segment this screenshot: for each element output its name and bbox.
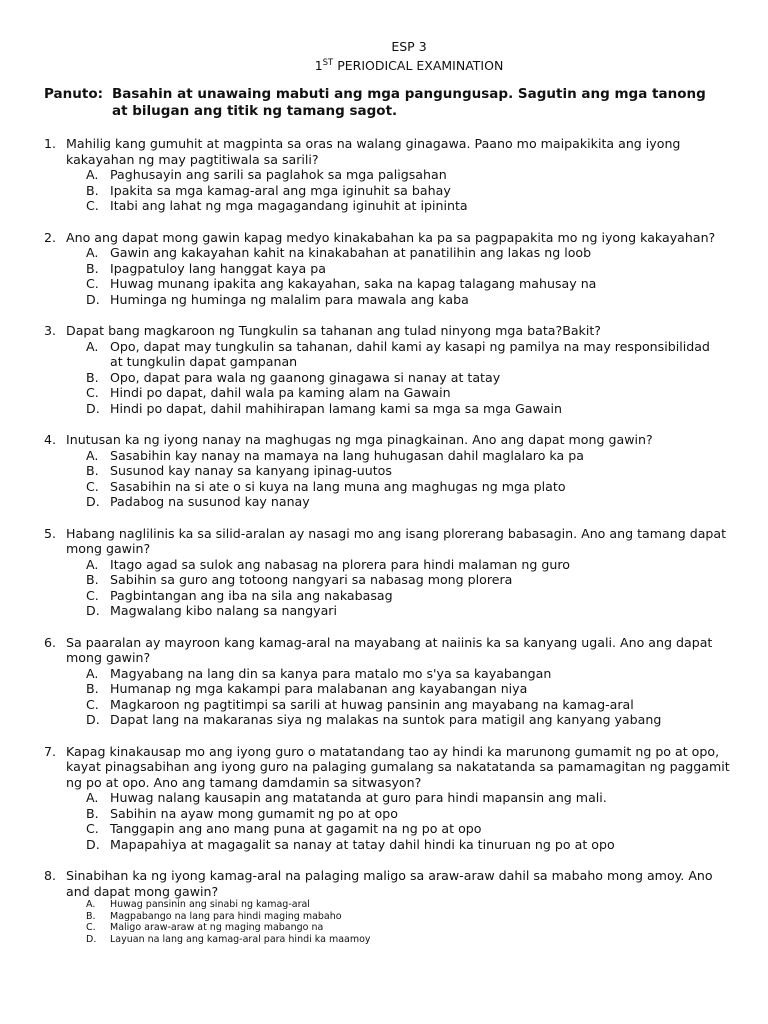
question-item — [44, 323, 744, 416]
question-number: 2. — [44, 229, 57, 245]
answer-option — [86, 276, 744, 292]
option-letter: B. — [86, 463, 99, 478]
exam-number: 1 — [314, 58, 323, 73]
option-letter: C. — [86, 385, 99, 400]
option-letter: D. — [86, 712, 100, 727]
instructions-text: Basahin at unawaing mabuti ang mga pangungusap. Sagutin ang mga tanong at bilugan ang titik ng tamang sagot. — [112, 86, 706, 119]
option-text: Sabihin sa guro ang totoong nangyari sa nabasag mong plorera — [110, 572, 513, 587]
option-letter: C. — [86, 276, 99, 291]
option-letter: C. — [86, 922, 96, 933]
question-number: 4. — [44, 432, 57, 447]
option-list — [86, 790, 744, 852]
question-item — [44, 635, 744, 728]
question-text: Sinabihan ka ng iyong kamag-aral na palaging maligo sa araw-araw dahil sa mabaho mong amoy. Ano and dapat mong gawin? — [66, 868, 713, 899]
question-text: Kapag kinakausap mo ang iyong guro o matatandang tao ay hindi ka marunong gumamit ng po at opo, kayat pinagsabihan ang iyong guro na palaging gumalang sa nakatatanda sa pamamagitan ng paggamit ng po at opo. Ano ang tamang damdamin sa sitwasyon? — [66, 743, 730, 790]
answer-option — [86, 806, 744, 822]
answer-option — [86, 370, 744, 386]
answer-option — [86, 448, 744, 464]
answer-option — [86, 494, 744, 510]
option-letter: D. — [86, 836, 100, 852]
instructions-label: Panuto: — [44, 86, 103, 102]
answer-option — [86, 712, 744, 728]
exam-number-suffix: ST — [322, 58, 334, 68]
option-text: Layuan na lang ang kamag-aral para hindi ka maamoy — [110, 933, 371, 945]
option-text: Huwag pansinin ang sinabi ng kamag-aral — [110, 899, 310, 910]
exam-header — [0, 38, 768, 74]
answer-option — [86, 821, 744, 837]
question-item — [44, 136, 744, 214]
option-text: Huminga ng huminga ng malalim para mawala ang kaba — [110, 291, 469, 307]
option-text: Itabi ang lahat ng mga magagandang iginuhit at ipininta — [110, 198, 468, 213]
answer-option — [86, 479, 744, 495]
option-letter: A. — [86, 245, 99, 260]
option-letter: A. — [86, 899, 96, 910]
answer-option — [86, 261, 744, 277]
option-text: Padabog na susunod kay nanay — [110, 494, 310, 509]
option-list — [86, 245, 744, 307]
option-text: Paghusayin ang sarili sa paglahok sa mga paligsahan — [110, 167, 447, 182]
option-letter: B. — [86, 182, 99, 198]
option-text: Hindi po dapat, dahil wala pa kaming alam na Gawain — [110, 385, 451, 400]
option-list — [86, 557, 744, 619]
option-letter: D. — [86, 400, 100, 416]
question-text: Ano ang dapat mong gawin kapag medyo kinakabahan ka pa sa pagpapakita mo ng iyong kakayahan? — [66, 229, 716, 245]
answer-option — [86, 922, 744, 934]
option-text: Sabihin na ayaw mong gumamit ng po at opo — [110, 805, 398, 821]
option-text: Magpabango na lang para hindi maging mabaho — [110, 910, 342, 922]
option-text: Tanggapin ang ano mang puna at gagamit na ng po at opo — [110, 821, 482, 836]
exam-title — [0, 55, 768, 74]
answer-option — [86, 463, 744, 479]
option-text: Itago agad sa sulok ang nabasag na plorera para hindi malaman ng guro — [110, 556, 570, 572]
question-number: 8. — [44, 868, 57, 883]
answer-option — [86, 245, 744, 261]
option-text: Gawin ang kakayahan kahit na kinakabahan at panatilihin ang lakas ng loob — [110, 245, 592, 260]
question-number: 5. — [44, 525, 57, 541]
answer-option — [86, 339, 744, 370]
answer-option — [86, 911, 744, 923]
option-letter: A. — [86, 167, 99, 182]
answer-option — [86, 899, 744, 911]
option-letter: B. — [86, 572, 99, 587]
option-list — [86, 339, 744, 417]
answer-option — [86, 401, 744, 417]
option-text: Magwalang kibo nalang sa nangyari — [110, 603, 337, 618]
option-letter: A. — [86, 338, 99, 354]
answer-option — [86, 837, 744, 853]
question-number: 3. — [44, 323, 57, 338]
option-letter: B. — [86, 260, 99, 276]
option-letter: D. — [86, 933, 97, 945]
answer-option — [86, 588, 744, 604]
question-item — [44, 432, 744, 510]
option-letter: D. — [86, 291, 100, 307]
option-letter: A. — [86, 790, 99, 805]
answer-option — [86, 666, 744, 682]
option-text: Sasabihin na si ate o si kuya na lang muna ang maghugas ng mga plato — [110, 478, 566, 494]
answer-option — [86, 572, 744, 588]
option-text: Ipakita sa mga kamag-aral ang mga iginuhit sa bahay — [110, 182, 451, 198]
question-item — [44, 744, 744, 853]
option-letter: C. — [86, 821, 99, 836]
option-letter: B. — [86, 910, 96, 922]
option-text: Opo, dapat may tungkulin sa tahanan, dahil kami ay kasapi ng pamilya na may responsibilidad at tungkulin dapat gampanan — [110, 338, 710, 369]
option-text: Huwag munang ipakita ang kakayahan, saka na kapag talagang mahusay na — [110, 276, 597, 291]
option-list — [86, 448, 744, 510]
option-letter: D. — [86, 603, 100, 618]
answer-option — [86, 198, 744, 214]
option-text: Magkaroon ng pagtitimpi sa sarili at huwag pansinin ang mayabang na kamag-aral — [110, 696, 634, 712]
question-number: 1. — [44, 136, 57, 151]
option-letter: C. — [86, 696, 99, 712]
option-text: Maligo araw-araw at ng maging mabango na — [110, 922, 324, 933]
question-text: Mahilig kang gumuhit at magpinta sa oras na walang ginagawa. Paano mo maipakikita ang iyong kakayahan ng may pagtitiwala sa sarili? — [66, 136, 681, 167]
question-text: Inutusan ka ng iyong nanay na maghugas ng mga pinagkainan. Ano ang dapat mong gawin? — [66, 432, 653, 447]
option-text: Ipagpatuloy lang hanggat kaya pa — [110, 260, 326, 276]
option-text: Humanap ng mga kakampi para malabanan ang kayabangan niya — [110, 681, 528, 696]
question-number: 6. — [44, 634, 57, 650]
question-list — [44, 136, 744, 961]
question-text: Dapat bang magkaroon ng Tungkulin sa tahanan ang tulad ninyong mga bata?Bakit? — [66, 323, 601, 338]
option-text: Susunod kay nanay sa kanyang ipinag-uutos — [110, 463, 392, 478]
option-letter: B. — [86, 805, 99, 821]
option-letter: C. — [86, 587, 99, 603]
option-letter: B. — [86, 369, 99, 385]
option-letter: C. — [86, 478, 99, 494]
answer-option — [86, 603, 744, 619]
question-item — [44, 868, 744, 945]
option-letter: A. — [86, 665, 99, 681]
question-number: 7. — [44, 743, 57, 759]
option-text: Mapapahiya at magagalit sa nanay at tatay dahil hindi ka tinuruan ng po at opo — [110, 836, 615, 852]
answer-option — [86, 697, 744, 713]
answer-option — [86, 790, 744, 806]
option-text: Huwag nalang kausapin ang matatanda at guro para hindi mapansin ang mali. — [110, 790, 607, 805]
option-text: Dapat lang na makaranas siya ng malakas na suntok para matigil ang kanyang yabang — [110, 712, 662, 727]
option-letter: C. — [86, 198, 99, 213]
option-letter: D. — [86, 494, 100, 509]
answer-option — [86, 167, 744, 183]
question-text: Habang naglilinis ka sa silid-aralan ay nasagi mo ang isang plorerang babasagin. Ano ang tamang dapat mong gawin? — [66, 525, 727, 556]
instructions — [44, 86, 744, 120]
question-item — [44, 526, 744, 619]
option-text: Hindi po dapat, dahil mahihirapan lamang kami sa mga sa mga Gawain — [110, 400, 562, 416]
option-list — [86, 167, 744, 214]
option-list — [86, 666, 744, 728]
answer-option — [86, 292, 744, 308]
option-text: Magyabang na lang din sa kanya para matalo mo s'ya sa kayabangan — [110, 665, 552, 681]
option-letter: A. — [86, 447, 99, 463]
exam-title-text: PERIODICAL EXAMINATION — [333, 58, 504, 73]
option-list — [86, 899, 744, 945]
answer-option — [86, 183, 744, 199]
answer-option — [86, 557, 744, 573]
option-text: Pagbintangan ang iba na sila ang nakabasag — [110, 587, 393, 603]
option-text: Opo, dapat para wala ng gaanong ginagawa si nanay at tatay — [110, 369, 501, 385]
question-text: Sa paaralan ay mayroon kang kamag-aral na mayabang at naiinis ka sa kanyang ugali. Ano ang dapat mong gawin? — [66, 634, 713, 665]
subject-title: ESP 3 — [391, 39, 427, 54]
question-item — [44, 230, 744, 308]
option-text: Sasabihin kay nanay na mamaya na lang huhugasan dahil maglalaro ka pa — [110, 447, 584, 463]
answer-option — [86, 681, 744, 697]
option-letter: B. — [86, 681, 99, 696]
answer-option — [86, 385, 744, 401]
option-letter: A. — [86, 556, 99, 572]
answer-option — [86, 934, 744, 946]
